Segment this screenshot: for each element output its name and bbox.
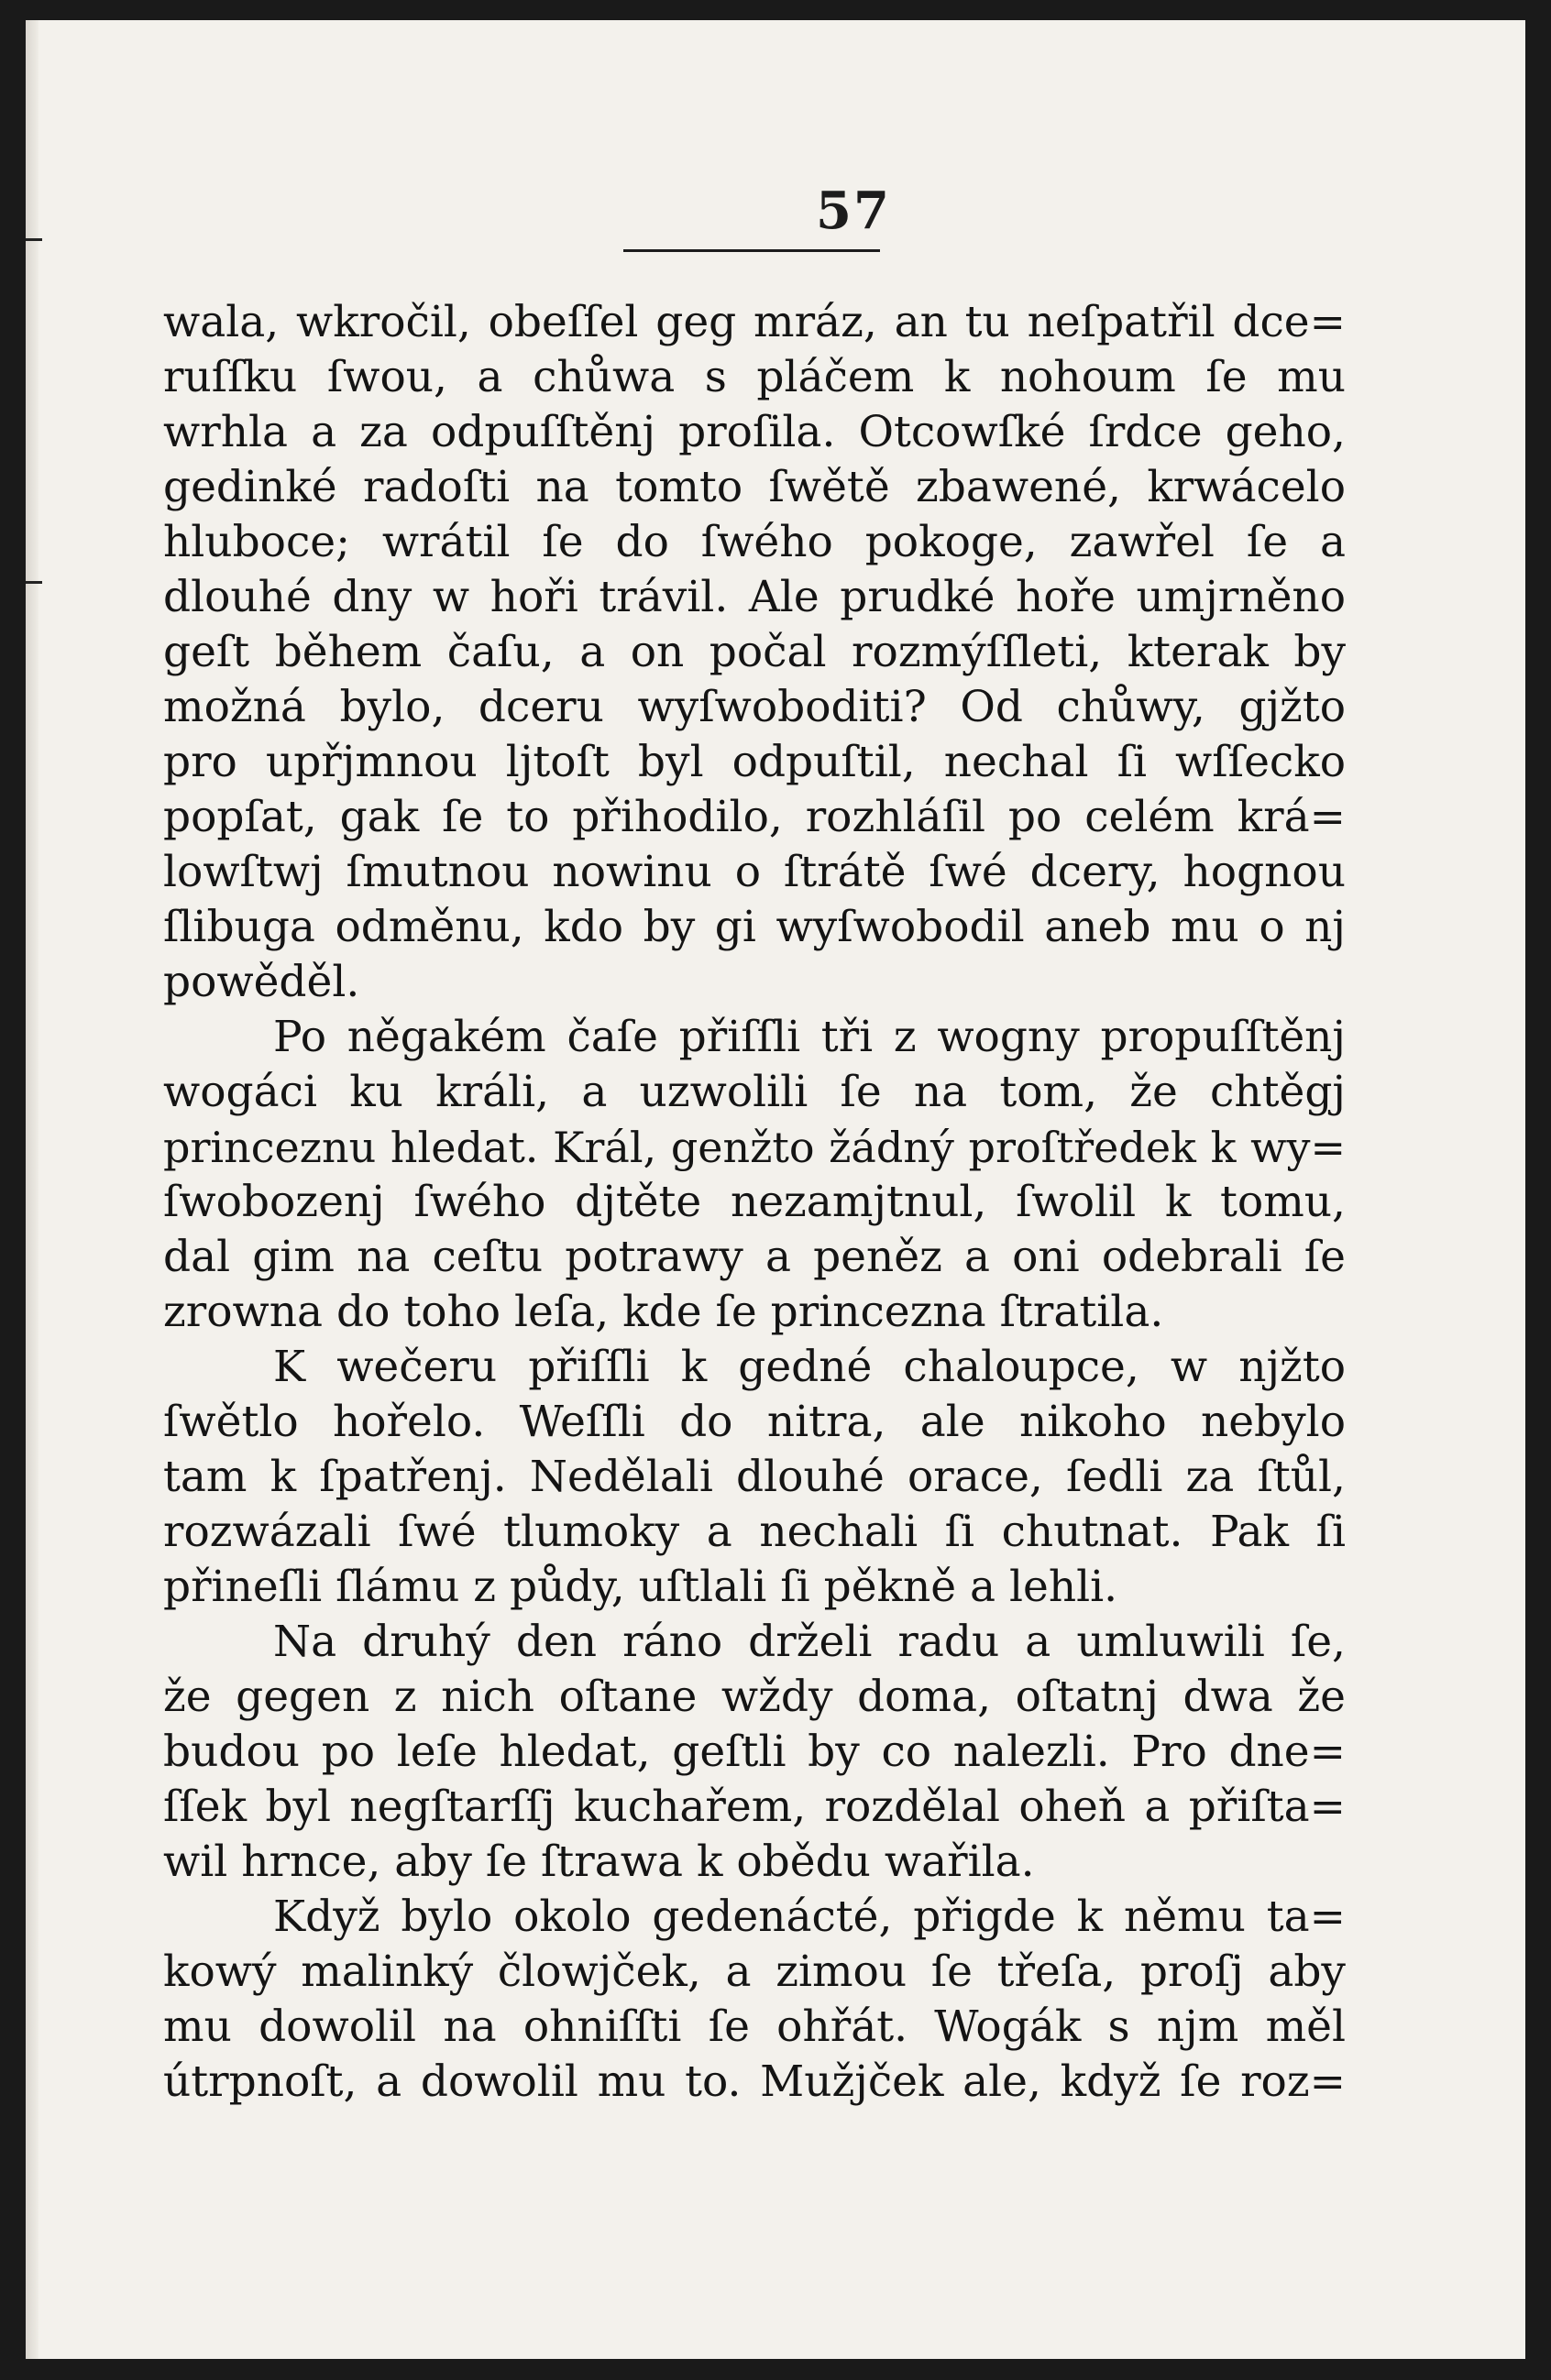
text-line: K wečeru přiſſli k gedné chaloupce, w njžto [273,1342,1346,1392]
text-line: ſlibuga odměnu, kdo by gi wyſwobodil aneb mu o nj [163,902,1346,952]
body-text [163,295,1346,2110]
text-line: tam k ſpatřenj. Nedělali dlouhé orace, ſedli za ſtůl, [163,1452,1346,1502]
text-line: popſat, gak ſe to přihodilo, rozhláſil po celém krá= [163,792,1346,842]
page-number: 57 [816,181,891,241]
text-line: rozwázali ſwé tlumoky a nechali ſi chutnat. Pak ſi [163,1507,1346,1557]
gutter-mark [26,581,42,584]
text-line: útrpnoſt, a dowolil mu to. Mužjček ale, když ſe roz= [163,2056,1346,2107]
text-line: gedinké radoſti na tomto ſwětě zbawené, krwácelo [163,462,1346,512]
text-line: možná bylo, dceru wyſwoboditi? Od chůwy, gjžto [163,682,1346,732]
text-line: wala, wkročil, obeſſel geg mráz, an tu neſpatřil dce= [163,297,1346,347]
text-line: Po něgakém čaſe přiſſli tři z wogny propuſſtěnj [273,1012,1346,1062]
text-line: Když bylo okolo gedenácté, přigde k němu ta= [273,1892,1346,1942]
text-line: kowý malinký člowjček, a zimou ſe třeſa, proſj aby [163,1947,1346,1997]
text-line: powěděl. [163,957,360,1007]
book-page [26,20,1525,2359]
text-line: zrowna do toho leſa, kde ſe princezna ſtratila. [163,1287,1164,1337]
text-line: Na druhý den ráno drželi radu a umluwili ſe, [273,1617,1346,1667]
text-line: wrhla a za odpuſſtěnj proſila. Otcowſké ſrdce geho, [163,407,1346,457]
text-line: wogáci ku králi, a uzwolili ſe na tom, že chtěgj [163,1067,1346,1117]
text-line: lowſtwj ſmutnou nowinu o ſtrátě ſwé dcery, hognou [163,847,1346,897]
text-line: dal gim na ceſtu potrawy a peněz a oni odebrali ſe [163,1232,1346,1282]
text-line: ſwětlo hořelo. Weſſli do nitra, ale nikoho nebylo [163,1397,1346,1447]
text-line: pro upřjmnou ljtoſt byl odpuſtil, nechal ſi wſſecko [163,737,1346,787]
text-line: ſwobozenj ſwého djtěte nezamjtnul, ſwolil k tomu, [163,1177,1346,1227]
text-line: ruſſku ſwou, a chůwa s pláčem k nohoum ſe mu [163,352,1346,402]
text-line: geſt během čaſu, a on počal rozmýſſleti, kterak by [163,627,1346,677]
text-line: princeznu hledat. Král, genžto žádný proſtředek k wy= [163,1123,1346,1172]
text-line: že gegen z nich oſtane wždy doma, oſtatnj dwa že [163,1672,1346,1722]
text-line: hluboce; wrátil ſe do ſwého pokoge, zawřel ſe a [163,517,1346,567]
text-line: budou po leſe hledat, geſtli by co nalezli. Pro dne= [163,1727,1346,1777]
text-line: mu dowolil na ohniſſti ſe ohřát. Wogák s njm měl [163,2002,1346,2052]
page-number-rule [623,249,880,252]
text-line: ſſek byl negſtarſſj kuchařem, rozdělal oheň a přiſta= [163,1782,1346,1832]
text-line: wil hrnce, aby ſe ſtrawa k obědu wařila. [163,1837,1035,1887]
page-gutter [26,20,38,2359]
text-line: přineſli ſlámu z půdy, uſtlali ſi pěkně a lehli. [163,1562,1118,1612]
text-line: dlouhé dny w hoři trávil. Ale prudké hoře umjrněno [163,572,1346,622]
